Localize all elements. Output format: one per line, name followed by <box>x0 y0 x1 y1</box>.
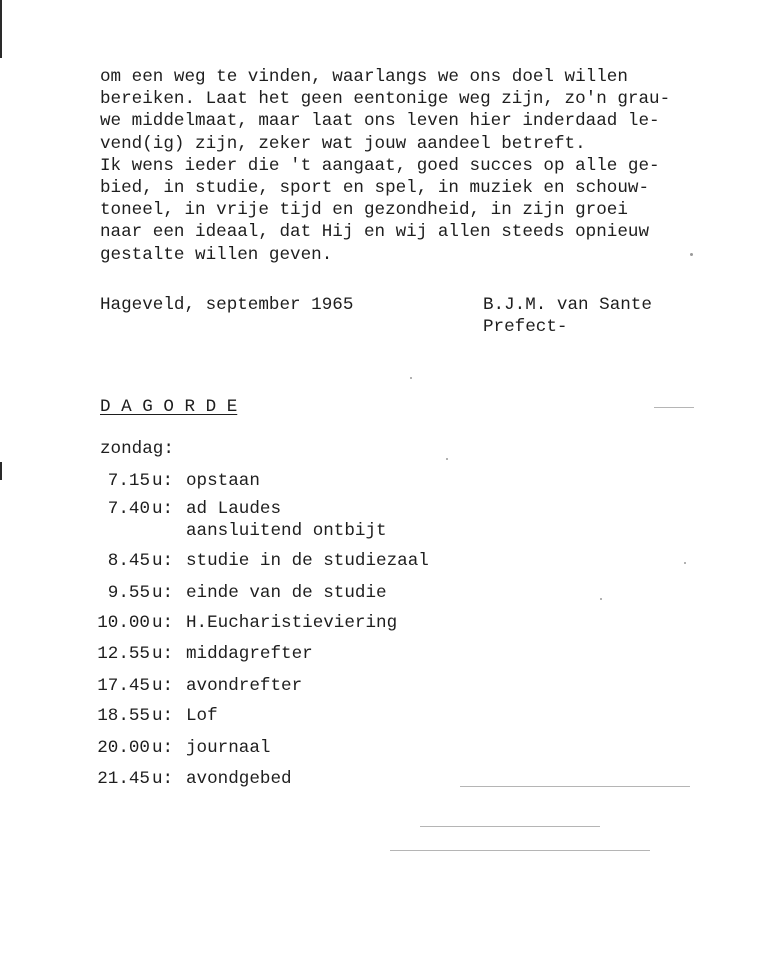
schedule-unit: u: <box>152 471 174 491</box>
scan-speck <box>600 598 602 600</box>
schedule-activity <box>186 470 260 492</box>
schedule-row <box>0 550 768 574</box>
paragraph-line: we middelmaat, maar laat ons leven hier inderdaad le- <box>100 111 660 132</box>
schedule-unit: u: <box>152 769 174 789</box>
schedule-unit: u: <box>152 738 174 758</box>
scan-speck <box>410 377 412 379</box>
schedule-activity <box>186 550 429 572</box>
paragraph-line: gestalte willen geven. <box>100 244 333 265</box>
scan-speck <box>684 562 686 564</box>
schedule-activity-line: middagrefter <box>186 644 313 664</box>
schedule-activity <box>186 675 302 697</box>
schedule-row <box>0 643 768 667</box>
schedule-unit: u: <box>152 676 174 696</box>
page-edge-mark <box>0 0 2 58</box>
schedule-time: 21.45 <box>97 769 150 789</box>
schedule-time: 17.45 <box>97 676 150 696</box>
scan-smudge <box>420 826 600 827</box>
schedule-activity-line: einde van de studie <box>186 583 387 603</box>
schedule-unit: u: <box>152 644 174 664</box>
paragraph-line: bied, in studie, sport en spel, in muziek en schouw- <box>100 178 650 199</box>
place-and-date: Hageveld, september 1965 <box>100 295 354 315</box>
schedule-time: 7.40 <box>107 499 150 519</box>
schedule-time: 7.15 <box>107 471 150 491</box>
schedule-activity <box>186 705 218 727</box>
schedule-heading: D A G O R D E <box>100 397 238 417</box>
schedule-activity-line: avondgebed <box>186 769 292 789</box>
schedule-unit: u: <box>152 706 174 726</box>
schedule-row <box>0 582 768 606</box>
schedule-row <box>0 470 768 494</box>
schedule-unit: u: <box>152 613 174 633</box>
scan-smudge <box>654 407 694 408</box>
schedule-activity-line: studie in de studiezaal <box>186 551 429 571</box>
schedule-activity <box>186 582 387 604</box>
schedule-time: 8.45 <box>107 551 150 571</box>
schedule-time: 10.00 <box>97 613 150 633</box>
schedule-time: 18.55 <box>97 706 150 726</box>
scan-speck <box>690 253 693 256</box>
schedule-activity-line: opstaan <box>186 471 260 491</box>
scan-smudge <box>460 786 690 787</box>
paragraph-line: om een weg te vinden, waarlangs we ons doel willen <box>100 67 628 87</box>
paragraph-line: naar een ideaal, dat Hij en wij allen steeds opnieuw <box>100 222 650 243</box>
closing-paragraph <box>100 66 690 266</box>
schedule-row <box>0 705 768 729</box>
schedule-row <box>0 498 768 541</box>
paragraph-line: bereiken. Laat het geen eentonige weg zijn, zo'n grau- <box>100 89 671 110</box>
schedule-activity <box>186 643 313 665</box>
paragraph-line: toneel, in vrije tijd en gezondheid, in zijn groei <box>100 200 628 221</box>
schedule-row <box>0 675 768 699</box>
schedule-activity <box>186 768 292 790</box>
schedule-activity <box>186 498 387 542</box>
signatory-role: Prefect- <box>483 317 568 337</box>
paragraph-line: Ik wens ieder die 't aangaat, goed succes op alle ge- <box>100 155 660 176</box>
schedule-time: 12.55 <box>97 644 150 664</box>
schedule-row <box>0 737 768 761</box>
paragraph-line: vend(ig) zijn, zeker wat jouw aandeel betreft. <box>100 133 586 154</box>
schedule-time: 9.55 <box>107 583 150 603</box>
schedule-activity <box>186 612 397 634</box>
schedule-unit: u: <box>152 583 174 603</box>
schedule-activity-line: avondrefter <box>186 676 303 696</box>
schedule-activity-line: ad Laudes <box>186 499 282 519</box>
schedule-activity-line: aansluitend ontbijt <box>186 521 387 541</box>
schedule-row <box>0 768 768 792</box>
signatory-name: B.J.M. van Sante <box>483 295 652 315</box>
schedule-activity <box>186 737 270 759</box>
schedule-unit: u: <box>152 551 174 571</box>
schedule-unit: u: <box>152 499 174 519</box>
schedule-time: 20.00 <box>97 738 150 758</box>
schedule-row <box>0 612 768 636</box>
signature-block <box>483 294 652 338</box>
schedule-activity-line: Lof <box>186 706 218 726</box>
day-label: zondag: <box>100 439 174 459</box>
schedule-activity-line: journaal <box>186 738 271 758</box>
scan-smudge <box>390 850 650 851</box>
scan-speck <box>446 458 448 460</box>
schedule-activity-line: H.Eucharistieviering <box>186 613 398 633</box>
